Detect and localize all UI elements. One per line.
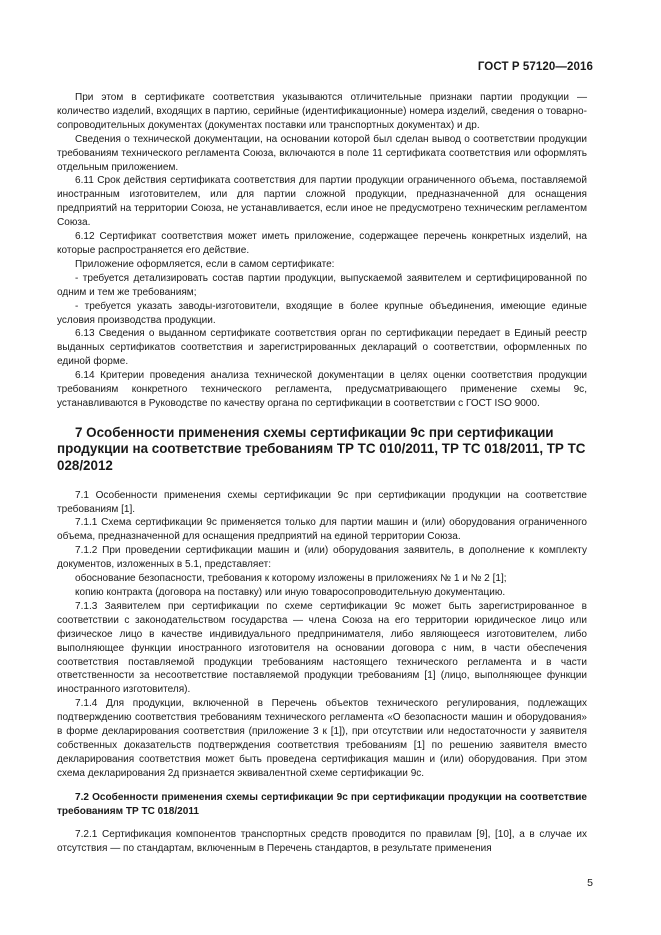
- paragraph: 6.11 Срок действия сертификата соответствия для партии продукции ограниченного объема, поставляемой иностранным изготовителем, или для партии сложной продукции, предназначенной для оснащения предприятий на территории Союза, не устанавливается, если иное не предусмотрено техническим регламентом Союза.: [57, 175, 587, 229]
- paragraph: 7.2.1 Сертификация компонентов транспортных средств проводится по правилам [9], [10], а в случае их отсутствия — по стандартам, включенным в Перечень стандартов, в результате применения: [57, 829, 587, 855]
- page-number: 5: [587, 877, 593, 889]
- paragraph: 6.12 Сертификат соответствия может иметь приложение, содержащее перечень конкретных изделий, на которые распространяется его действие.: [57, 231, 587, 256]
- paragraph: Приложение оформляется, если в самом сертификате:: [75, 258, 335, 270]
- document-body: [57, 91, 587, 856]
- paragraph: 6.13 Сведения о выданном сертификате соответствия орган по сертификации передает в Единый реестр выданных сертификатов соответствия и зарегистрированных деклараций о соответствии, оформленных по единой форме.: [57, 328, 587, 368]
- paragraph: копию контракта (договора на поставку) или иную товаросопроводительную документацию.: [75, 586, 506, 598]
- list-item: - требуется детализировать состав партии продукции, выпускаемой заявителем и сертифицированной по одним и тем же требованиям;: [57, 272, 587, 298]
- document-code-header: ГОСТ Р 57120—2016: [477, 61, 593, 73]
- section-7-2-heading: 7.2 Особенности применения схемы сертификации 9с при сертификации продукции на соответствие требованиям ТР ТС 018/2011: [57, 791, 587, 817]
- section-7-heading: 7 Особенности применения схемы сертификации 9с при сертификации продукции на соответствие требованиям ТР ТС 010/2011, ТР ТС 018/2011, ТР ТС 028/2012: [57, 424, 586, 474]
- paragraph: 7.1 Особенности применения схемы сертификации 9с при сертификации продукции на соответствие требованиям [1].: [57, 489, 587, 515]
- paragraph: Сведения о технической документации, на основании которой был сделан вывод о соответствии продукции требованиям технического регламента Союза, включаются в поле 11 сертификата соответствия или оформлять отдельным приложением.: [57, 133, 587, 173]
- list-item: - требуется указать заводы-изготовители, входящие в более крупные объединения, имеющие единые условия производства продукции.: [57, 300, 587, 326]
- paragraph: 7.1.4 Для продукции, включенной в Перечень объектов технического регулирования, подлежащих подтверждению соответствия требованиям технического регламента «О безопасности машин и оборудования» в форме декларирования соответствия (приложение 3 к [1]), при отсутствии или недостаточности у заявителя собственных доказательств подтверждения соответствия требованиям [1] по решению заявителя вместо декларирования соответствия может быть проведена сертификация машин и (или) оборудования. При этом схема декларирования 2д признается эквивалентной схеме сертификации 9с.: [57, 698, 587, 779]
- paragraph: 7.1.1 Схема сертификации 9с применяется только для партии машин и (или) оборудования ограниченного объема, предназначенной для оснащения предприятий на единой территории Союза.: [57, 517, 587, 543]
- paragraph: При этом в сертификате соответствия указываются отличительные признаки партии продукции — количество изделий, входящих в партию, серийные (идентификационные) номера изделий, сведения о товарно-сопроводительных документах (документах поставки или транспортных документах) и др.: [57, 92, 587, 131]
- paragraph: 6.14 Критерии проведения анализа технической документации в целях оценки соответствия продукции требованиям конкретного технического регламента, предусматривающего применение схемы 9с, устанавливаются в Руководстве по качеству органа по сертификации в соответствии с ГОСТ ISO 9000.: [57, 370, 587, 409]
- paragraph: 7.1.3 Заявителем при сертификации по схеме сертификации 9с может быть зарегистрированное в соответствии с законодательством государства — члена Союза на его территории юридическое лицо или физическое лицо в качестве индивидуального предпринимателя, либо являющееся изготовителем, либо выполняющее функции иностранного изготовителя на основании договора с ним, в части обеспечения соответствия поставляемой продукции требованиям настоящего технического регламента и в части ответственности за несоответствие поставляемой продукции требованиям [1] (лицо, выполняющее функции иностранного изготовителя).: [57, 600, 587, 696]
- paragraph: обоснование безопасности, требования к которому изложены в приложениях № 1 и № 2 [1];: [75, 573, 507, 585]
- paragraph: 7.1.2 При проведении сертификации машин и (или) оборудования заявитель, в дополнение к комплекту документов, изложенных в 5.1, представляет:: [57, 545, 587, 571]
